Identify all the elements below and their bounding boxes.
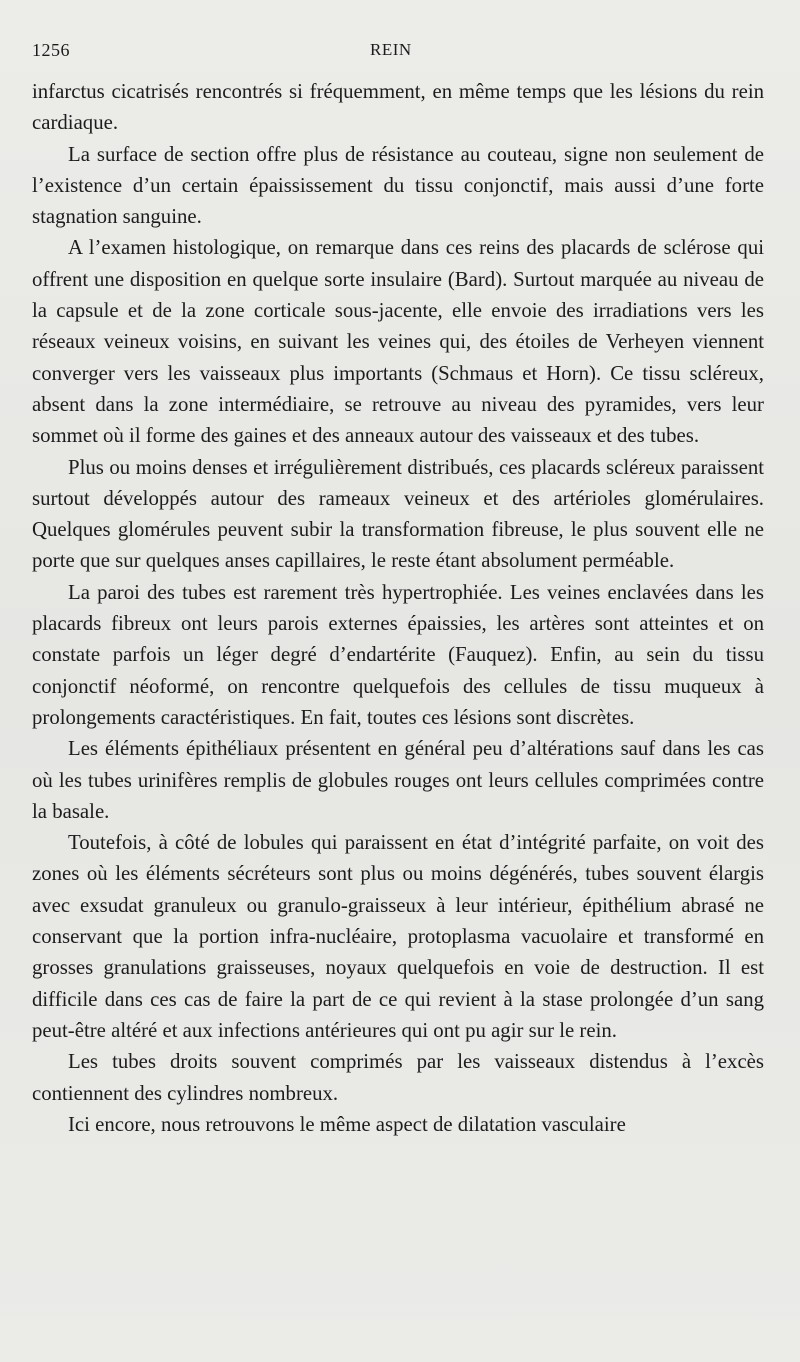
paragraph: Les éléments épithéliaux présentent en général peu d’altérations sauf dans les cas où les tubes urinifères remplis de globules rouges ont leurs cellules comprimées contre la basale. xyxy=(32,737,764,823)
paragraph: La surface de section offre plus de résistance au couteau, signe non seulement de l’existence d’un certain épaississement du tissu conjonctif, mais aussi d’une forte stagnation sanguine. xyxy=(32,142,764,229)
body-text xyxy=(32,76,764,1140)
paragraph: A l’examen histologique, on remarque dans ces reins des placards de sclérose qui offrent une disposition en quelque sorte insulaire (Bard). Surtout marquée au niveau de la capsule et de la zone corticale sous-jacente, elle envoie des irradiations vers les réseaux veineux voisins, en suivant les veines qui, des étoiles de Verheyen viennent converger vers les vaisseaux plus importants (Schmaus et Horn). Ce tissu scléreux, absent dans la zone intermédiaire, se retrouve au niveau des pyramides, vers leur sommet où il forme des gaines et des anneaux autour des vaisseaux et des tubes. xyxy=(32,236,764,448)
paragraph: La paroi des tubes est rarement très hypertrophiée. Les veines enclavées dans les placards fibreux ont leurs parois externes épaissies, les artères sont atteintes et on constate parfois un léger degré d’endartérite (Fauquez). Enfin, au sein du tissu conjonctif néoformé, on rencontre quelquefois des cellules de tissu muqueux à prolongements caractéristiques. En fait, toutes ces lésions sont discrètes. xyxy=(32,580,764,729)
running-title: REIN xyxy=(370,40,412,59)
paragraph: Toutefois, à côté de lobules qui paraissent en état d’intégrité parfaite, on voit des zones où les éléments sécréteurs sont plus ou moins dégénérés, tubes souvent élargis avec exsudat granuleux ou granulo-graisseux à leur intérieur, épithélium abrasé ne conservant que la portion infra-nucléaire, protoplasma vacuolaire et transformé en grosses granulations graisseuses, noyaux quelquefois en voie de destruction. Il est difficile dans ces cas de faire la part de ce qui revient à la stase prolongée d’un sang peut-être altéré et aux infections antérieures qui ont pu agir sur le rein. xyxy=(32,831,764,1042)
page-number: 1256 xyxy=(32,40,70,60)
paragraph: infarctus cicatrisés rencontrés si fréquemment, en même temps que les lésions du rein cardiaque. xyxy=(32,80,764,135)
paragraph: Ici encore, nous retrouvons le même aspect de dilatation vasculaire xyxy=(68,1112,626,1136)
paragraph: Les tubes droits souvent comprimés par les vaisseaux distendus à l’excès contiennent des cylindres nombreux. xyxy=(32,1050,764,1105)
page-header xyxy=(32,40,764,76)
paragraph: Plus ou moins denses et irrégulièrement distribués, ces placards scléreux paraissent surtout développés autour des rameaux veineux et des artérioles glomérulaires. Quelques glomérules peuvent subir la transformation fibreuse, le plus souvent elle ne porte que sur quelques anses capillaires, le reste étant absolument perméable. xyxy=(32,455,764,573)
